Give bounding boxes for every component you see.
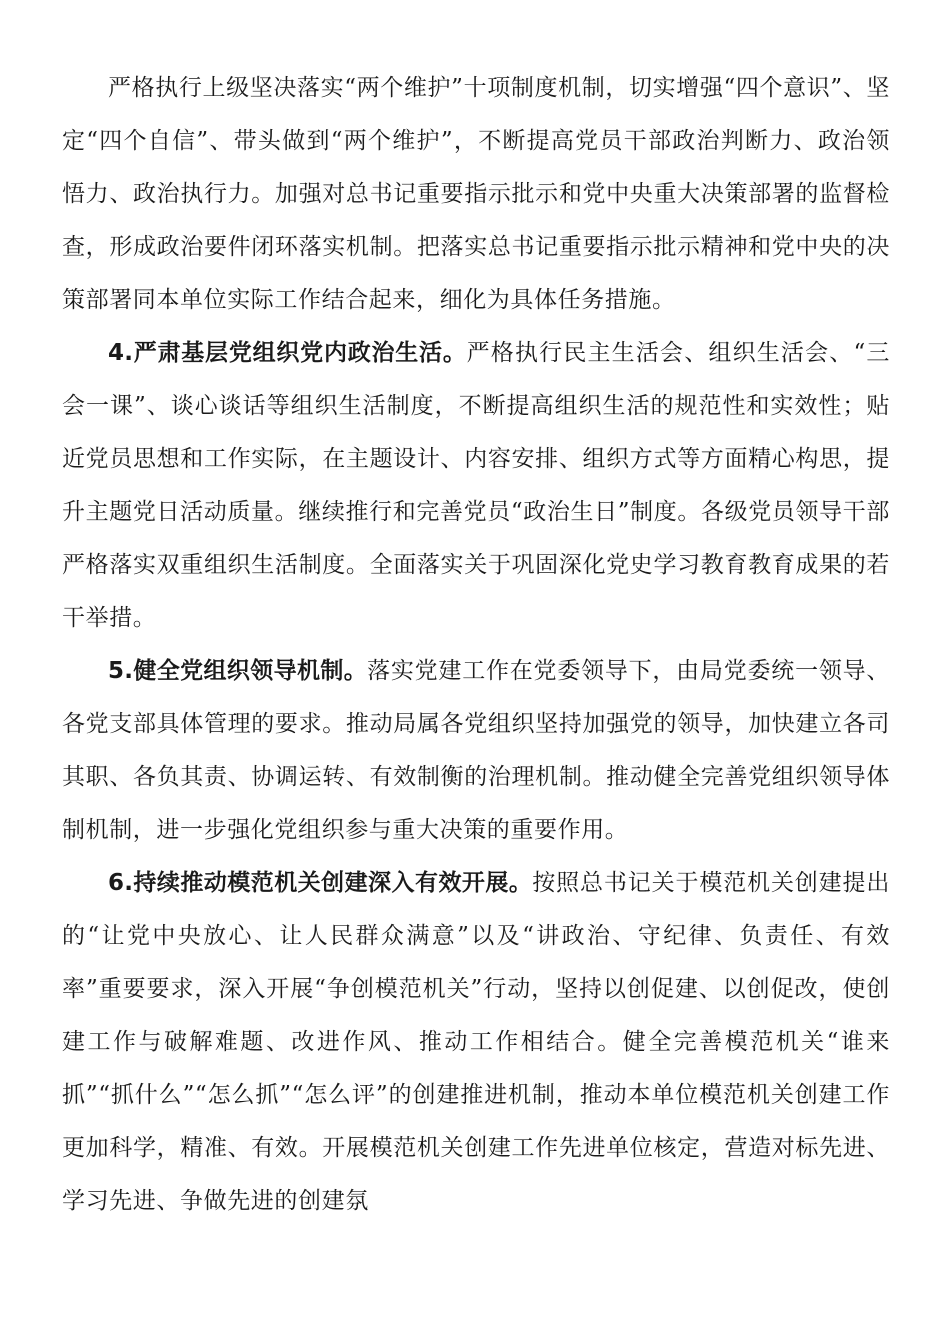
item-6-body: 按照总书记关于模范机关创建提出的“让党中央放心、让人民群众满意”以及“讲政治、守纪律、负责任、有效率”重要要求，深入开展“争创模范机关”行动，坚持以创促建、以创促改，使创建工作与破解难题、改进作风、推动工作相结合。健全完善模范机关“谁来抓”“抓什么”“怎么抓”“怎么评”的创建推进机制，推动本单位模范机关创建工作更加科学，精准、有效。开展模范机关创建工作先进单位核定，营造对标先进、学习先进、争做先进的创建氛 (62, 870, 890, 1214)
paragraph-item-5 (62, 645, 890, 857)
item-4-body: 严格执行民主生活会、组织生活会、“三会一课”、谈心谈话等组织生活制度，不断提高组织生活的规范性和实效性；贴近党员思想和工作实际，在主题设计、内容安排、组织方式等方面精心构思，提升主题党日活动质量。继续推行和完善党员“政治生日”制度。各级党员领导干部严格落实双重组织生活制度。全面落实关于巩固深化党史学习教育教育成果的若干举措。 (62, 340, 890, 631)
paragraph-body: 严格执行上级坚决落实“两个维护”十项制度机制，切实增强“四个意识”、坚定“四个自信”、带头做到“两个维护”，不断提高党员干部政治判断力、政治领悟力、政治执行力。加强对总书记重要指示批示和党中央重大决策部署的监督检查，形成政治要件闭环落实机制。把落实总书记重要指示批示精神和党中央的决策部署同本单位实际工作结合起来，细化为具体任务措施。 (62, 75, 890, 313)
item-5-body: 落实党建工作在党委领导下，由局党委统一领导、各党支部具体管理的要求。推动局属各党组织坚持加强党的领导，加快建立各司其职、各负其责、协调运转、有效制衡的治理机制。推动健全完善党组织领导体制机制，进一步强化党组织参与重大决策的重要作用。 (62, 658, 890, 843)
document-page (62, 62, 890, 1228)
item-4-heading: 4.严肃基层党组织党内政治生活。 (108, 340, 467, 366)
item-5-heading: 5.健全党组织领导机制。 (108, 658, 368, 684)
item-6-heading: 6.持续推动模范机关创建深入有效开展。 (108, 870, 533, 896)
paragraph-political-loyalty (62, 62, 890, 327)
paragraph-item-4 (62, 327, 890, 645)
paragraph-item-6 (62, 857, 890, 1228)
